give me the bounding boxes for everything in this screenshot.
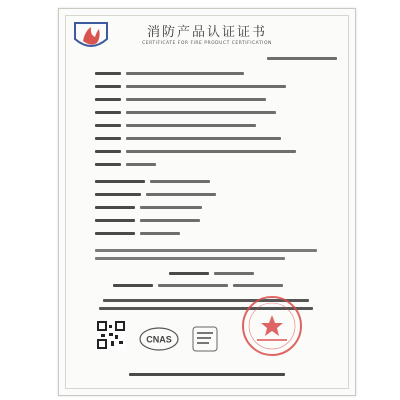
model-row [95,218,200,222]
model-row [95,192,216,196]
model-label [95,206,135,209]
field-row [95,71,244,75]
model-value [146,193,216,196]
model-row [95,231,180,235]
model-value [140,206,202,209]
field-row [95,97,266,101]
model-label [95,193,141,196]
model-label [95,180,145,183]
qr-code-icon [97,321,125,349]
validity-value [158,284,228,287]
model-label [95,219,135,222]
model-row [95,205,202,209]
field-label [95,150,121,153]
field-row [95,84,286,88]
field-label [95,85,121,88]
field-label [95,98,121,101]
certificate-title: 消防产品认证证书 [146,25,267,40]
field-value [126,98,266,101]
validity-label [113,284,153,287]
cnas-text: CNAS [146,334,172,345]
text-line [95,257,285,260]
issue-date-value [214,272,254,275]
issue-date-row [169,271,254,275]
validity-row [113,283,283,287]
field-value [126,111,276,114]
official-seal-icon [241,295,303,357]
model-value [140,232,180,235]
field-label [95,163,121,166]
field-label [95,124,121,127]
cnas-mark-icon [139,327,179,351]
field-row [95,123,256,127]
field-value [126,124,256,127]
field-row [95,110,276,114]
field-value [126,85,286,88]
field-row [95,136,281,140]
certificate-subtitle: CERTIFICATE FOR FIRE PRODUCT CERTIFICATION [142,41,272,46]
field-value [126,72,244,75]
issue-date-label [169,272,209,275]
product-certification-mark-icon [191,325,219,353]
field-value [126,150,296,153]
field-value [126,163,156,166]
model-value [140,219,200,222]
validity-value [233,284,283,287]
certificate-sheet [58,8,356,396]
field-row [95,162,156,166]
field-row [95,149,296,153]
model-row [95,179,210,183]
field-value [126,137,281,140]
model-label [95,232,135,235]
field-label [95,111,121,114]
text-line [95,249,317,252]
certificate-number [267,57,337,60]
model-value [150,180,210,183]
field-label [95,137,121,140]
issuing-body-line [129,373,285,376]
field-label [95,72,121,75]
